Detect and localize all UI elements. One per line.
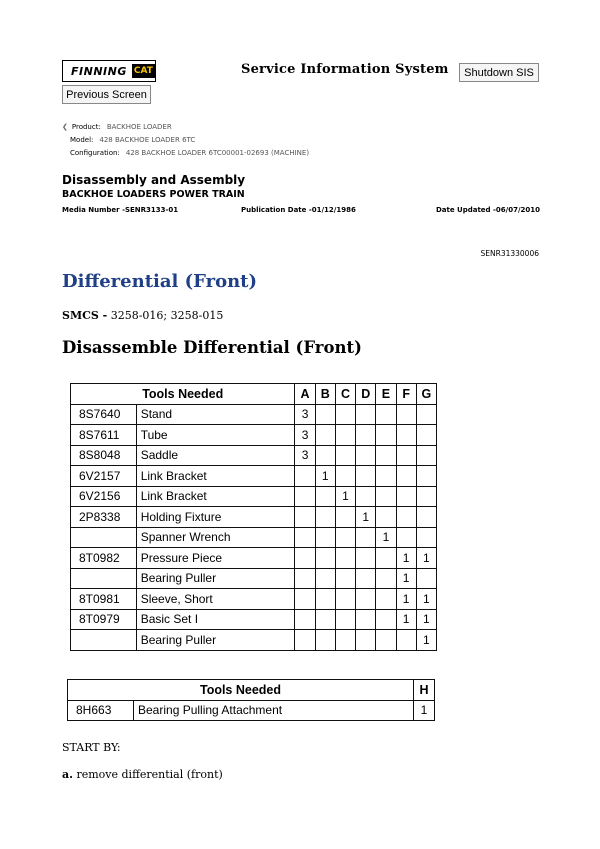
cat-logo-icon: CAT [133,66,153,76]
table-header-row [68,680,435,701]
smcs-value: 3258-016; 3258-015 [110,309,224,322]
quantity-cell [315,527,335,548]
quantity-cell [335,425,355,446]
quantity-cell: 1 [416,609,436,630]
description-cell: Basic Set I [136,609,295,630]
configuration-label: Configuration: [70,149,120,157]
tools-needed-table [70,383,437,651]
quantity-cell [315,568,335,589]
model-label: Model: [70,136,94,144]
quantity-cell [376,548,396,569]
quantity-cell [335,609,355,630]
description-cell: Link Bracket [136,486,295,507]
description-cell: Bearing Pulling Attachment [134,700,414,721]
quantity-cell [295,527,315,548]
quantity-cell [356,445,376,466]
description-cell: Bearing Puller [136,630,295,651]
quantity-cell [396,486,416,507]
quantity-cell [356,548,376,569]
quantity-cell [356,527,376,548]
column-header: H [414,680,435,701]
column-header: D [356,384,376,405]
finning-cat-logo [62,60,156,82]
quantity-cell [376,589,396,610]
quantity-cell [335,589,355,610]
product-row [62,121,309,134]
description-cell: Saddle [136,445,295,466]
description-cell: Spanner Wrench [136,527,295,548]
quantity-cell [295,589,315,610]
part-number-cell: 8T0979 [71,609,137,630]
quantity-cell [396,527,416,548]
column-header: E [376,384,396,405]
part-number-cell: 8T0982 [71,548,137,569]
quantity-cell [335,527,355,548]
quantity-cell [376,466,396,487]
tools-needed-table-2 [67,679,435,721]
table-row [71,630,437,651]
quantity-cell [356,486,376,507]
product-label: Product: [71,123,101,131]
table-row [68,700,435,721]
quantity-cell [295,507,315,528]
quantity-cell [376,486,396,507]
quantity-cell: 3 [295,425,315,446]
description-cell: Holding Fixture [136,507,295,528]
quantity-cell [295,548,315,569]
quantity-cell: 1 [416,548,436,569]
model-row [62,134,309,147]
quantity-cell [416,486,436,507]
quantity-cell [376,630,396,651]
table-row [71,609,437,630]
quantity-cell [376,609,396,630]
part-number-cell: 8T0981 [71,589,137,610]
quantity-cell [335,568,355,589]
description-cell: Sleeve, Short [136,589,295,610]
quantity-cell [416,425,436,446]
table-row [71,507,437,528]
quantity-cell: 1 [416,589,436,610]
quantity-cell [356,466,376,487]
part-number-cell: 6V2157 [71,466,137,487]
quantity-cell: 1 [396,609,416,630]
table-row [71,466,437,487]
quantity-cell [335,445,355,466]
column-header: G [416,384,436,405]
table-row [71,589,437,610]
publication-date: Publication Date -01/12/1986 [241,206,356,214]
quantity-cell: 3 [295,404,315,425]
quantity-cell [315,589,335,610]
quantity-cell: 3 [295,445,315,466]
description-cell: Pressure Piece [136,548,295,569]
quantity-cell [396,425,416,446]
quantity-cell [315,630,335,651]
quantity-cell [315,404,335,425]
quantity-cell: 1 [315,466,335,487]
quantity-cell [315,548,335,569]
document-id: SENR31330006 [480,249,539,258]
model-value: 428 BACKHOE LOADER 6TC [99,136,196,144]
quantity-cell [416,445,436,466]
start-by-label: START BY: [62,741,121,754]
chevron-left-icon[interactable]: ❮ [62,123,68,131]
quantity-cell [376,507,396,528]
quantity-cell [396,630,416,651]
section-title: Disassembly and Assembly [62,173,246,187]
quantity-cell [396,445,416,466]
media-number: Media Number -SENR3133-01 [62,206,179,214]
quantity-cell [356,404,376,425]
quantity-cell: 1 [396,568,416,589]
part-number-cell: 8S7611 [71,425,137,446]
quantity-cell [335,507,355,528]
smcs-code [62,309,223,322]
table-header-row [71,384,437,405]
quantity-cell [295,568,315,589]
quantity-cell [396,507,416,528]
part-number-cell [71,568,137,589]
quantity-cell: 1 [335,486,355,507]
smcs-label: SMCS - [62,309,108,322]
procedure-heading: Disassemble Differential (Front) [62,338,362,357]
quantity-cell [295,486,315,507]
table-row [71,568,437,589]
date-updated: Date Updated -06/07/2010 [435,206,540,214]
part-number-cell: 8H663 [68,700,134,721]
step-text: remove differential (front) [76,768,223,781]
column-header: A [295,384,315,405]
logo-text: FINNING [71,64,127,78]
quantity-cell [315,507,335,528]
step-letter: a. [62,768,73,781]
quantity-cell [335,548,355,569]
quantity-cell [356,630,376,651]
column-header: F [396,384,416,405]
quantity-cell [315,609,335,630]
quantity-cell: 1 [416,630,436,651]
description-cell: Link Bracket [136,466,295,487]
part-number-cell [71,527,137,548]
product-value: BACKHOE LOADER [106,123,172,131]
quantity-cell [335,630,355,651]
quantity-cell [416,404,436,425]
quantity-cell: 1 [396,548,416,569]
description-cell: Stand [136,404,295,425]
description-cell: Bearing Puller [136,568,295,589]
page-title: Differential (Front) [62,271,258,292]
column-header: C [335,384,355,405]
shutdown-sis-button[interactable]: Shutdown SIS [459,63,539,82]
quantity-cell [295,466,315,487]
configuration-value: 428 BACKHOE LOADER 6TC00001-02693 (MACHINE) [125,149,310,157]
quantity-cell [416,527,436,548]
part-number-cell [71,630,137,651]
quantity-cell [335,466,355,487]
quantity-cell [376,568,396,589]
quantity-cell [396,404,416,425]
tools-needed-header: Tools Needed [68,680,414,701]
quantity-cell [376,425,396,446]
quantity-cell [416,568,436,589]
quantity-cell [315,425,335,446]
section-subtitle: BACKHOE LOADERS POWER TRAIN [62,189,245,200]
table-row [71,445,437,466]
product-breadcrumb [62,121,309,160]
part-number-cell: 8S8048 [71,445,137,466]
quantity-cell [335,404,355,425]
previous-screen-button[interactable]: Previous Screen [62,85,151,104]
quantity-cell [295,630,315,651]
table-row [71,425,437,446]
quantity-cell [396,466,416,487]
quantity-cell [356,425,376,446]
part-number-cell: 8S7640 [71,404,137,425]
quantity-cell [356,589,376,610]
app-title: Service Information System [241,62,449,77]
quantity-cell [295,609,315,630]
quantity-cell [416,466,436,487]
quantity-cell [416,507,436,528]
quantity-cell: 1 [414,700,435,721]
table-row [71,548,437,569]
quantity-cell [315,486,335,507]
step-item [62,768,223,781]
table-row [71,486,437,507]
quantity-cell: 1 [396,589,416,610]
quantity-cell [356,609,376,630]
configuration-row [62,147,309,160]
part-number-cell: 6V2156 [71,486,137,507]
quantity-cell [356,568,376,589]
quantity-cell [376,404,396,425]
tools-needed-header: Tools Needed [71,384,295,405]
table-row [71,404,437,425]
part-number-cell: 2P8338 [71,507,137,528]
table-row [71,527,437,548]
quantity-cell: 1 [376,527,396,548]
quantity-cell [315,445,335,466]
column-header: B [315,384,335,405]
description-cell: Tube [136,425,295,446]
quantity-cell: 1 [356,507,376,528]
quantity-cell [376,445,396,466]
